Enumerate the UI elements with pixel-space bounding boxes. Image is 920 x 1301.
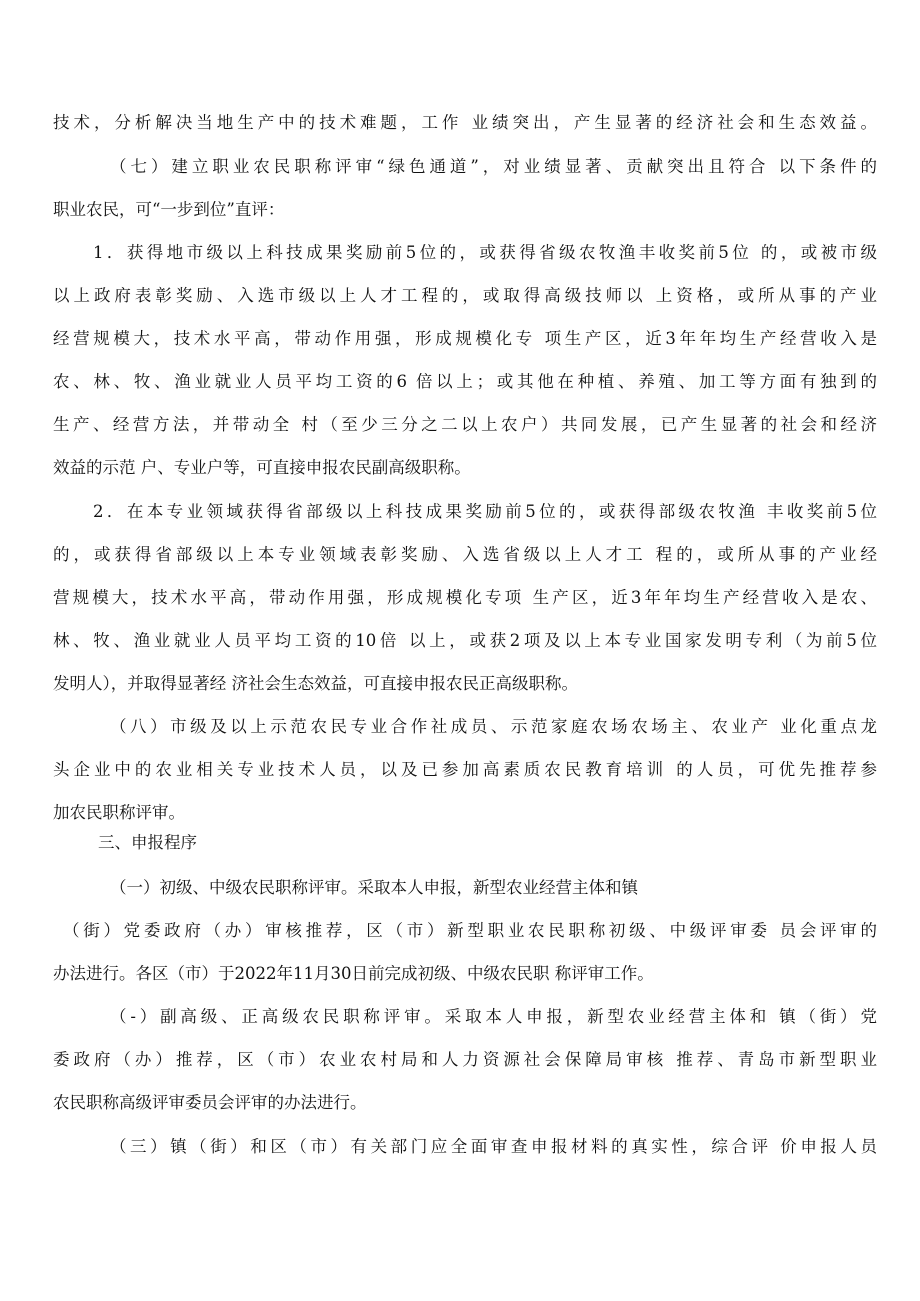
paragraph-line: 以上政府表彰奖励、入选市级以上人才工程的，或取得高级技师以 上资格，或所从事的产业 — [53, 286, 877, 305]
paragraph-line: 效益的示范 户、专业户等，可直接申报农民副高级职称。 — [53, 458, 471, 477]
paragraph-line: 头企业中的农业相关专业技术人员，以及已参加高素质农民教育培训 的人员，可优先推荐参 — [53, 760, 877, 779]
paragraph-line: （街）党委政府（办）审核推荐，区（市）新型职业农民职称初级、中级评审委 员会评审的 — [63, 921, 877, 940]
section-heading: 三、申报程序 — [98, 833, 197, 852]
paragraph-line: 的，或获得省部级以上本专业领域表彰奖励、入选省级以上人才工 程的，或所从事的产业经 — [53, 545, 877, 564]
paragraph-line: 委政府（办）推荐，区（市）农业农村局和人力资源社会保障局审核 推荐、青岛市新型职业 — [53, 1050, 877, 1069]
paragraph-line: 发明人），并取得显著经 济社会生态效益，可直接申报农民正高级职称。 — [53, 674, 578, 693]
paragraph-line: 营规模大，技术水平高，带动作用强，形成规模化专项 生产区，近3年年均生产经营收入是农、 — [53, 588, 877, 607]
paragraph-line: （七）建立职业农民职称评审“绿色通道”，对业绩显著、贡献突出且符合 以下条件的 — [110, 157, 877, 176]
paragraph-line: 2．在本专业领域获得省部级以上科技成果奖励前5位的，或获得部级农牧渔 丰收奖前5位 — [93, 502, 877, 521]
paragraph-line: （一）初级、中级农民职称评审。采取本人申报，新型农业经营主体和镇 — [110, 878, 638, 897]
paragraph-line: 林、牧、渔业就业人员平均工资的10倍 以上，或获2项及以上本专业国家发明专利（为前5位 — [53, 631, 877, 650]
paragraph-line: 加农民职称评审。 — [53, 803, 185, 822]
paragraph-line: （-）副高级、正高级农民职称评审。采取本人申报，新型农业经营主体和 镇（街）党 — [110, 1007, 877, 1026]
paragraph-line: 农民职称高级评审委员会评审的办法进行。 — [53, 1093, 367, 1112]
paragraph-line: 经营规模大，技术水平高，带动作用强，形成规模化专 项生产区，近3年年均生产经营收入是 — [53, 329, 877, 348]
paragraph-line: 农、林、牧、渔业就业人员平均工资的6 倍以上；或其他在种植、养殖、加工等方面有独到的 — [53, 372, 877, 391]
paragraph-line: 办法进行。各区（市）于2022年11月30日前完成初级、中级农民职 称评审工作。 — [53, 964, 654, 983]
paragraph-line: 职业农民，可“一步到位”直评： — [53, 200, 285, 219]
paragraph-line: 1．获得地市级以上科技成果奖励前5位的，或获得省级农牧渔丰收奖前5位 的，或被市级 — [93, 243, 877, 262]
paragraph-line: 生产、经营方法，并带动全 村（至少三分之二以上农户）共同发展，已产生显著的社会和经济 — [53, 415, 877, 434]
paragraph-line: （八）市级及以上示范农民专业合作社成员、示范家庭农场农场主、农业产 业化重点龙 — [110, 717, 877, 736]
paragraph-line: （三）镇（街）和区（市）有关部门应全面审查申报材料的真实性，综合评 价申报人员 — [110, 1137, 877, 1156]
paragraph-line: 技术，分析解决当地生产中的技术难题，工作 业绩突出，产生显著的经济社会和生态效益。 — [53, 113, 877, 132]
